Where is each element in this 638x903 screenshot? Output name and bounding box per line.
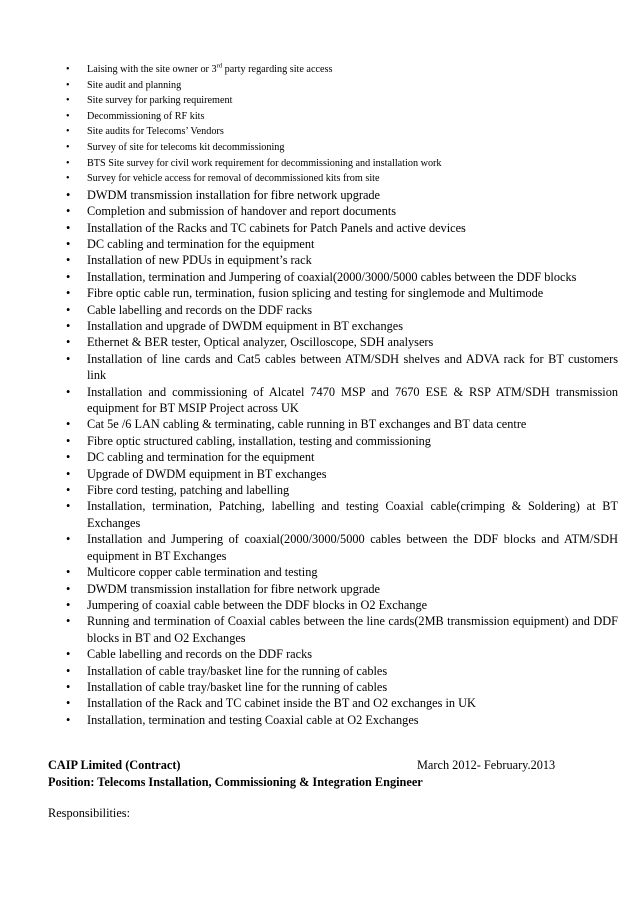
list-item-text: Installation of line cards and Cat5 cables between ATM/SDH shelves and ADVA rack for BT customers link <box>87 351 618 383</box>
bullet-icon: • <box>66 614 71 629</box>
list-item-text: Laising with the site owner or 3 <box>87 64 217 75</box>
list-item <box>66 466 618 482</box>
bullet-icon: • <box>66 417 71 432</box>
job-position: Position: Telecoms Installation, Commissioning & Integration Engineer <box>48 775 423 789</box>
list-item-text: Fibre optic structured cabling, installation, testing and commissioning <box>87 433 431 448</box>
bullet-icon: • <box>66 466 71 481</box>
list-item-text: Cat 5e /6 LAN cabling & terminating, cable running in BT exchanges and BT data centre <box>87 417 527 432</box>
list-item-text: DWDM transmission installation for fibre network upgrade <box>87 581 381 596</box>
bullet-icon: • <box>66 712 71 727</box>
bullet-icon: • <box>66 679 71 694</box>
bullet-icon: • <box>66 236 71 251</box>
list-item-text: Installation and upgrade of DWDM equipment in BT exchanges <box>87 319 403 333</box>
bullet-icon: • <box>66 532 71 547</box>
list-item <box>66 236 618 252</box>
list-item <box>66 93 618 109</box>
list-item-text: Installation of the Rack and TC cabinet inside the BT and O2 exchanges in UK <box>87 696 476 711</box>
list-item <box>66 416 618 432</box>
list-item <box>66 62 618 78</box>
company-name: CAIP Limited (Contract) <box>48 758 181 772</box>
responsibilities-list <box>66 62 618 728</box>
bullet-icon: • <box>66 597 71 612</box>
list-item-text: Site audits for Telecoms’ Vendors <box>87 126 224 138</box>
list-item <box>66 252 618 268</box>
list-item <box>66 663 618 679</box>
bullet-icon: • <box>66 95 70 107</box>
list-item <box>66 531 618 564</box>
bullet-icon: • <box>66 450 71 465</box>
list-item-text: Installation of the Racks and TC cabinets for Patch Panels and active devices <box>87 220 466 235</box>
bullet-icon: • <box>66 351 71 366</box>
list-item <box>66 695 618 711</box>
list-item <box>66 449 618 465</box>
bullet-icon: • <box>66 565 71 580</box>
list-item <box>66 220 618 236</box>
list-item-text: Survey for vehicle access for removal of decommissioned kits from site <box>87 173 380 185</box>
bullet-icon: • <box>66 110 70 122</box>
list-item-text: Cable labelling and records on the DDF racks <box>87 647 313 662</box>
list-item-text: Upgrade of DWDM equipment in BT exchanges <box>87 466 327 481</box>
list-item-text: Completion and submission of handover and report documents <box>87 204 397 219</box>
list-item <box>66 171 618 187</box>
list-item-text: Installation, termination and Jumpering of coaxial(2000/3000/5000 cables between the DDF blocks <box>87 269 577 284</box>
list-item <box>66 203 618 219</box>
list-item-text: Installation, termination, Patching, labelling and testing Coaxial cable(crimping & Soldering) at BT Exchanges <box>87 499 618 530</box>
list-item <box>66 109 618 125</box>
list-item-text: Site survey for parking requirement <box>87 95 233 107</box>
list-item-text: Site audit and planning <box>87 79 182 91</box>
job-entry <box>48 757 618 791</box>
list-item-text: Installation and commissioning of Alcatel 7470 MSP and 7670 ESE & RSP ATM/SDH transmission equipment for BT MSIP Project across UK <box>87 384 618 416</box>
list-item-text: Ethernet & BER tester, Optical analyzer, Oscilloscope, SDH analysers <box>87 335 434 350</box>
list-item-text: Installation of new PDUs in equipment’s rack <box>87 253 312 268</box>
bullet-icon: • <box>66 286 71 301</box>
bullet-icon: • <box>66 253 71 268</box>
list-item-text: Fibre cord testing, patching and labelling <box>87 483 290 498</box>
list-item <box>66 124 618 140</box>
employment-dates: March 2012- February.2013 <box>417 758 556 772</box>
list-item <box>66 646 618 662</box>
bullet-icon: • <box>66 302 71 317</box>
list-item-text: Installation and Jumpering of coaxial(2000/3000/5000 cables between the DDF blocks and ATM/SDH equipment in BT Exchanges <box>87 532 618 563</box>
list-item <box>66 285 618 301</box>
list-item-text: Decommissioning of RF kits <box>87 110 205 122</box>
list-item-text: Jumpering of coaxial cable between the DDF blocks in O2 Exchange <box>87 597 428 612</box>
bullet-icon: • <box>66 335 71 350</box>
list-item-text: Cable labelling and records on the DDF racks <box>87 302 313 317</box>
list-item <box>66 269 618 285</box>
bullet-icon: • <box>66 483 71 498</box>
list-item <box>66 78 618 94</box>
list-item-superscript: rd <box>216 62 223 70</box>
bullet-icon: • <box>66 663 71 678</box>
bullet-icon: • <box>66 173 70 185</box>
list-item <box>66 384 618 417</box>
list-item-text: Installation of cable tray/basket line for the running of cables <box>87 663 388 678</box>
bullet-icon: • <box>66 647 71 662</box>
list-item <box>66 318 618 334</box>
list-item-text: Survey of site for telecoms kit decommissioning <box>87 141 285 153</box>
list-item <box>66 140 618 156</box>
list-item <box>66 712 618 728</box>
bullet-icon: • <box>66 64 70 75</box>
list-item-text-continued: party regarding site access <box>222 64 333 75</box>
bullet-icon: • <box>66 499 71 514</box>
bullet-icon: • <box>66 187 71 202</box>
bullet-icon: • <box>66 433 71 448</box>
bullet-icon: • <box>66 79 70 91</box>
list-item <box>66 482 618 498</box>
list-item <box>66 351 618 384</box>
list-item-text: Installation, termination and testing Coaxial cable at O2 Exchanges <box>87 712 419 727</box>
list-item-text: BTS Site survey for civil work requirement for decommissioning and installation work <box>87 157 442 169</box>
list-item-text: DC cabling and termination for the equipment <box>87 450 315 465</box>
list-item <box>66 187 618 203</box>
bullet-icon: • <box>66 581 71 596</box>
list-item-text: Fibre optic cable run, termination, fusion splicing and testing for singlemode and Multimode <box>87 286 544 301</box>
bullet-icon: • <box>66 204 71 219</box>
bullet-icon: • <box>66 220 71 235</box>
bullet-icon: • <box>66 696 71 711</box>
list-item <box>66 597 618 613</box>
responsibilities-heading: Responsibilities: <box>48 806 130 820</box>
list-item-text: Running and termination of Coaxial cables between the line cards(2MB transmission equipment) and DDF blocks in BT and O2 Exchanges <box>87 614 618 645</box>
bullet-icon: • <box>66 141 70 153</box>
list-item <box>66 433 618 449</box>
list-item-text: Installation of cable tray/basket line for the running of cables <box>87 679 388 694</box>
bullet-icon: • <box>66 384 71 399</box>
list-item <box>66 156 618 172</box>
list-item-text: DWDM transmission installation for fibre network upgrade <box>87 187 381 202</box>
bullet-icon: • <box>66 319 71 333</box>
list-item <box>66 581 618 597</box>
list-item <box>66 334 618 350</box>
job-header-row <box>48 757 618 774</box>
bullet-icon: • <box>66 157 70 169</box>
bullet-icon: • <box>66 126 70 138</box>
list-item <box>66 498 618 531</box>
bullet-icon: • <box>66 269 71 284</box>
list-item <box>66 564 618 580</box>
list-item <box>66 302 618 318</box>
list-item <box>66 613 618 646</box>
list-item-text: Multicore copper cable termination and testing <box>87 565 318 580</box>
list-item <box>66 679 618 695</box>
list-item-text: DC cabling and termination for the equipment <box>87 236 315 251</box>
